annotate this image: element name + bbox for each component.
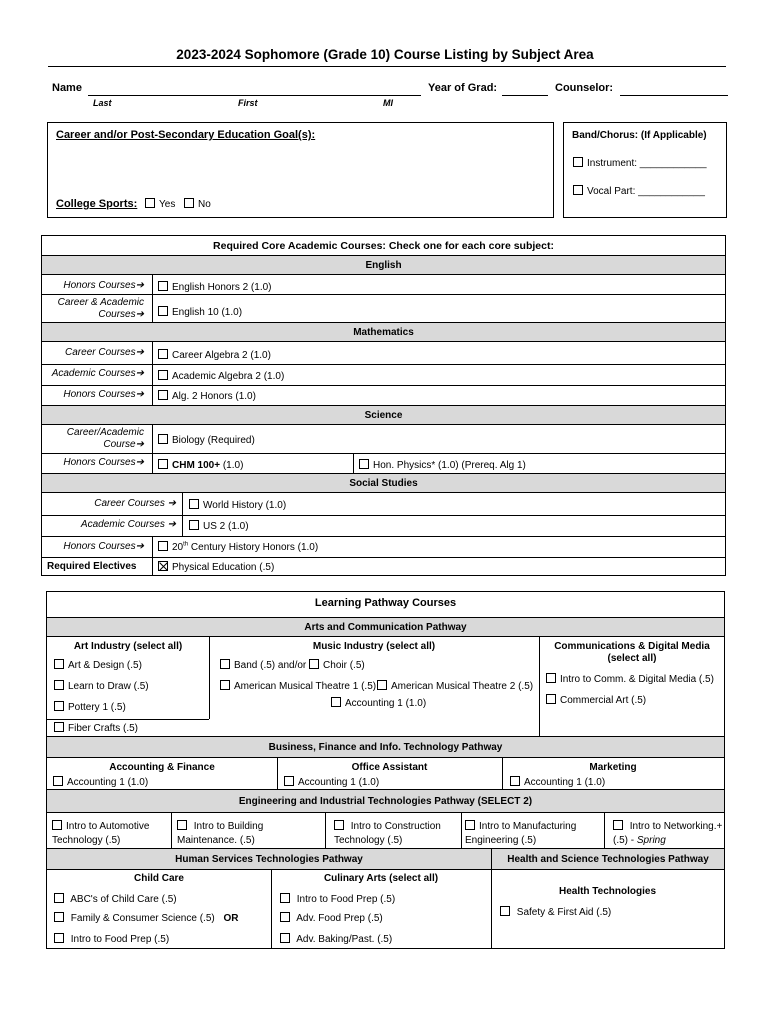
checkbox[interactable] [158, 459, 168, 469]
music-band[interactable]: Band (.5) and/or Choir (.5) [220, 659, 365, 671]
culinary-item[interactable]: Adv. Food Prep (.5) [280, 912, 383, 924]
year-grad-field[interactable] [502, 95, 548, 96]
english-career-label: Career & Academic Courses➔ [57, 297, 144, 320]
math-career-label: Career Courses➔ [65, 347, 144, 358]
eng-networking[interactable]: Intro to Networking.+ (.5) - Spring [613, 821, 723, 846]
science-header: Science [42, 405, 725, 425]
checkbox[interactable] [573, 185, 583, 195]
eng-auto[interactable]: Intro to Automotive Technology (.5) [52, 821, 150, 846]
acct-course[interactable]: Accounting 1 (1.0) [53, 776, 148, 788]
science-career-course[interactable]: Biology (Required) [158, 434, 255, 446]
counselor-field[interactable] [620, 95, 728, 96]
social-header: Social Studies [42, 473, 725, 493]
music-amt1[interactable]: American Musical Theatre 1 (.5) [220, 680, 376, 692]
instrument-option[interactable]: Instrument: ____________ [573, 157, 707, 169]
pathway-title: Learning Pathway Courses [314, 597, 457, 609]
checkbox[interactable] [220, 659, 230, 669]
goals-label: Career and/or Post-Secondary Education Goal(s): [56, 129, 316, 141]
checkbox[interactable] [331, 697, 341, 707]
sub-last: Last [93, 98, 112, 108]
comm-title: Communications & Digital Media (select all) [554, 641, 710, 664]
counselor-label: Counselor: [555, 82, 614, 94]
science-honors-chm[interactable]: CHM 100+ (1.0) [158, 459, 243, 471]
checkbox[interactable] [510, 776, 520, 786]
checkbox[interactable] [158, 370, 168, 380]
culinary-item[interactable]: Intro to Food Prep (.5) [280, 893, 395, 905]
checkbox[interactable] [220, 680, 230, 690]
checkbox[interactable] [280, 912, 290, 922]
art-item[interactable]: Art & Design (.5) [54, 659, 142, 671]
checkbox[interactable] [613, 820, 623, 830]
checkbox[interactable] [54, 933, 64, 943]
checkbox[interactable] [158, 281, 168, 291]
english-career-course[interactable]: English 10 (1.0) [158, 306, 242, 318]
music-industry-title: Music Industry (select all) [312, 641, 436, 652]
english-honors-course[interactable]: English Honors 2 (1.0) [158, 281, 272, 293]
social-academic-label: Academic Courses ➔ [80, 519, 176, 530]
science-honors-physics[interactable]: Hon. Physics* (1.0) (Prereq. Alg 1) [359, 459, 526, 471]
checkbox[interactable] [54, 659, 64, 669]
music-acct[interactable]: Accounting 1 (1.0) [331, 697, 426, 709]
child-care-title: Child Care [133, 873, 184, 884]
core-title: Required Core Academic Courses: Check one for each core subject: [213, 240, 554, 252]
year-grad-label: Year of Grad: [428, 82, 498, 94]
checkbox[interactable] [377, 680, 387, 690]
checkbox[interactable] [158, 306, 168, 316]
health-header: Health and Science Technologies Pathway [491, 848, 724, 870]
checkbox[interactable] [500, 906, 510, 916]
electives-label: Required Electives [47, 561, 137, 572]
english-header: English [42, 255, 725, 275]
art-item[interactable]: Pottery 1 (.5) [54, 701, 126, 713]
checkbox[interactable] [158, 434, 168, 444]
checkbox[interactable] [573, 157, 583, 167]
checkbox[interactable] [52, 820, 62, 830]
culinary-title: Culinary Arts (select all) [323, 873, 439, 884]
math-career-course[interactable]: Career Algebra 2 (1.0) [158, 349, 271, 361]
math-honors-label: Honors Courses➔ [63, 389, 144, 400]
checkbox[interactable] [359, 459, 369, 469]
science-career-label: Career/Academic Course➔ [66, 427, 144, 450]
office-title: Office Assistant [351, 762, 428, 773]
checkbox[interactable] [54, 912, 64, 922]
eng-manufacturing[interactable]: Intro to Manufacturing Engineering (.5) [465, 821, 577, 846]
music-amt2[interactable]: American Musical Theatre 2 (.5) [377, 680, 533, 692]
checkbox[interactable] [54, 893, 64, 903]
college-sports-label: College Sports: [56, 198, 138, 210]
acct-title: Accounting & Finance [109, 762, 215, 773]
eng-building[interactable]: Intro to Building Maintenance. (.5) [177, 821, 264, 846]
social-academic-course[interactable]: US 2 (1.0) [189, 520, 249, 532]
checkbox[interactable] [158, 349, 168, 359]
math-header: Mathematics [42, 322, 725, 342]
arts-header: Arts and Communication Pathway [47, 617, 724, 637]
checkbox[interactable] [184, 198, 194, 208]
band-label: Band/Chorus: (If Applicable) [572, 130, 707, 141]
college-sports-yes[interactable]: Yes [145, 198, 175, 210]
science-honors-label: Honors Courses➔ [63, 457, 144, 468]
health-course[interactable]: Safety & First Aid (.5) [500, 906, 611, 918]
engineering-header: Engineering and Industrial Technologies Pathway (SELECT 2) [47, 789, 724, 813]
checkbox[interactable] [177, 820, 187, 830]
checkbox[interactable] [309, 659, 319, 669]
marketing-course[interactable]: Accounting 1 (1.0) [510, 776, 605, 788]
checkbox[interactable] [284, 776, 294, 786]
culinary-item[interactable]: Adv. Baking/Past. (.5) [280, 933, 392, 945]
office-course[interactable]: Accounting 1 (1.0) [284, 776, 379, 788]
checkbox[interactable] [189, 499, 199, 509]
page-title: 2023-2024 Sophomore (Grade 10) Course Listing by Subject Area [176, 47, 594, 62]
math-academic-course[interactable]: Academic Algebra 2 (1.0) [158, 370, 284, 382]
checkbox[interactable] [145, 198, 155, 208]
math-honors-course[interactable]: Alg. 2 Honors (1.0) [158, 390, 256, 402]
social-honors-course[interactable]: 20th Century History Honors (1.0) [158, 541, 318, 553]
comm-item[interactable]: Intro to Comm. & Digital Media (.5) [546, 673, 714, 685]
human-header: Human Services Technologies Pathway [47, 848, 491, 870]
child-item[interactable]: Intro to Food Prep (.5) [54, 933, 169, 945]
checkbox[interactable] [546, 694, 556, 704]
checkbox[interactable] [546, 673, 556, 683]
child-item[interactable]: Family & Consumer Science (.5) OR [54, 912, 239, 924]
electives-course[interactable]: Physical Education (.5) [158, 561, 274, 573]
child-item[interactable]: ABC's of Child Care (.5) [54, 893, 177, 905]
math-academic-label: Academic Courses➔ [51, 368, 144, 379]
sub-mi: MI [383, 98, 393, 108]
checkbox[interactable] [334, 820, 344, 830]
name-field[interactable] [88, 95, 421, 96]
checkbox[interactable] [158, 390, 168, 400]
checkbox[interactable] [54, 701, 64, 711]
art-industry-title: Art Industry (select all) [73, 641, 183, 652]
eng-construction[interactable]: Intro to Construction Technology (.5) [334, 821, 441, 846]
vocal-option[interactable]: Vocal Part: ____________ [573, 185, 705, 197]
business-header: Business, Finance and Info. Technology Pathway [47, 736, 724, 758]
checkbox[interactable] [280, 893, 290, 903]
checkbox[interactable] [53, 776, 63, 786]
art-item[interactable]: Learn to Draw (.5) [54, 680, 149, 692]
comm-item[interactable]: Commercial Art (.5) [546, 694, 646, 706]
social-career-course[interactable]: World History (1.0) [189, 499, 286, 511]
college-sports-no[interactable]: No [184, 198, 211, 210]
sub-first: First [238, 98, 258, 108]
checkbox[interactable] [54, 722, 64, 732]
marketing-title: Marketing [589, 762, 637, 773]
social-honors-label: Honors Courses➔ [63, 541, 144, 552]
health-tech-title: Health Technologies [558, 886, 657, 897]
art-item[interactable]: Fiber Crafts (.5) [54, 722, 138, 734]
checkbox[interactable] [158, 541, 168, 551]
checkbox[interactable] [54, 680, 64, 690]
checkbox[interactable] [280, 933, 290, 943]
name-label: Name [52, 82, 82, 94]
checkbox[interactable] [465, 820, 475, 830]
checkbox[interactable] [189, 520, 199, 530]
checkbox-checked[interactable] [158, 561, 168, 571]
social-career-label: Career Courses ➔ [94, 498, 176, 509]
english-honors-label: Honors Courses➔ [63, 280, 144, 291]
title-rule [48, 66, 726, 67]
